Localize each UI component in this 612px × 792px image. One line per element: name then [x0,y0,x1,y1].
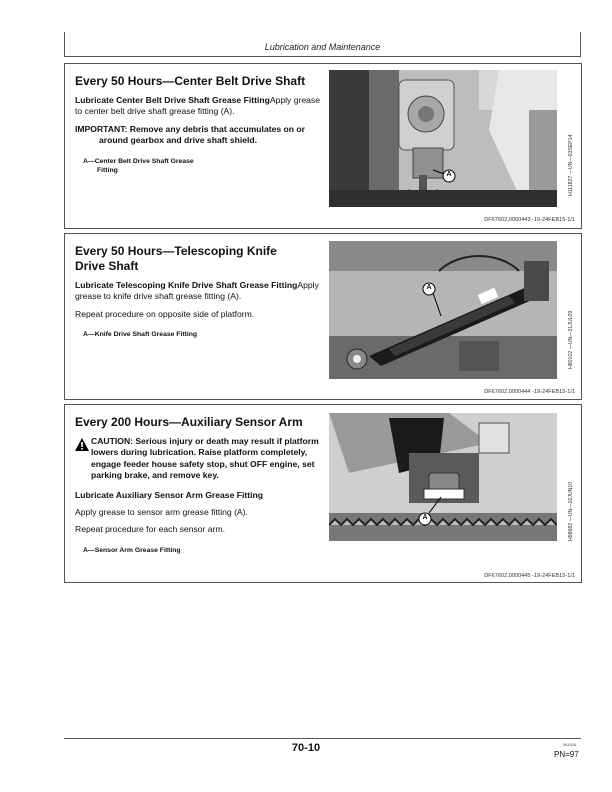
section-title: Every 200 Hours—Auxiliary Sensor Arm [75,415,303,429]
figure-legend: A—Knife Drive Shaft Grease Fitting [83,331,198,339]
important-note: IMPORTANT: Remove any debris that accumulates on or around gearbox and drive shaft shield. [75,123,306,146]
pn-number: PN=97 [554,750,579,759]
page-number: 70-10 [291,742,321,754]
warning-triangle-icon [75,438,89,454]
instruction-heading: Lubricate Center Belt Drive Shaft Grease Fitting [75,95,270,105]
callout-label-a: A [422,514,428,521]
figure-code: H98682 —UN—10JUN10 [568,481,574,541]
instruction-heading-text: Lubricate Auxiliary Sensor Arm Grease Fitting [75,489,264,500]
section-center-belt-drive-shaft [64,63,582,229]
instruction-paragraph [75,95,325,118]
caution-text: CAUTION: Serious injury or death may result if platform lowers during lubrication. Raise platform completely, engage feeder house safety stop, shut OFF engine, set parking brake, and remove key. [91,436,319,481]
header-divider [64,56,581,57]
document-id: DF67602,0000445 -19-24FEB15-1/1 [484,573,575,579]
sensor-arm-photo [329,413,557,541]
callout-label-a: A [426,284,432,291]
photo-illustration [329,70,557,207]
section-text [75,244,325,339]
instruction-heading [75,490,325,501]
caution-notice [75,436,325,482]
section-title: Every 50 Hours—Center Belt Drive Shaft [75,74,306,88]
section-title: Every 50 Hours—Telescoping Knife Drive Shaft [75,244,277,273]
document-id: DF67602,0000444 -19-24FEB15-1/1 [484,389,575,395]
repeat-note: Repeat procedure on opposite side of platform. [75,308,255,319]
footer-divider [64,738,581,739]
section-telescoping-knife-drive-shaft [64,233,582,400]
instruction-text: Apply grease to center belt drive shaft grease fitting (A). [75,95,321,117]
photo-illustration [329,413,557,541]
callout-label-a: A [446,171,452,178]
instruction-text: Apply grease to sensor arm grease fitting (A). [75,507,248,518]
center-belt-drive-shaft-photo [329,70,557,207]
section-text [75,74,325,175]
figure-legend: A—Center Belt Drive Shaft Grease Fitting [83,157,194,174]
photo-illustration [329,241,557,379]
figure-code: H80102 —UN—31JUL09 [568,310,574,369]
instruction-heading: Lubricate Telescoping Knife Drive Shaft Grease Fitting [75,280,298,290]
figure-legend: A—Sensor Arm Grease Fitting [83,546,181,554]
running-head: Lubrication and Maintenance [264,42,381,52]
section-text [75,415,325,555]
knife-drive-shaft-photo [329,241,557,379]
section-auxiliary-sensor-arm [64,404,582,583]
document-id: DF67602,0000443 -19-24FEB15-1/1 [484,217,575,223]
footer-small-code: 081516 [563,742,577,747]
repeat-note: Repeat procedure for each sensor arm. [75,524,225,535]
instruction-text: Apply grease to knife drive shaft grease fitting (A). [75,280,319,302]
instruction-paragraph [75,280,325,303]
figure-code: H111827 —UN—03SEP14 [568,134,574,196]
